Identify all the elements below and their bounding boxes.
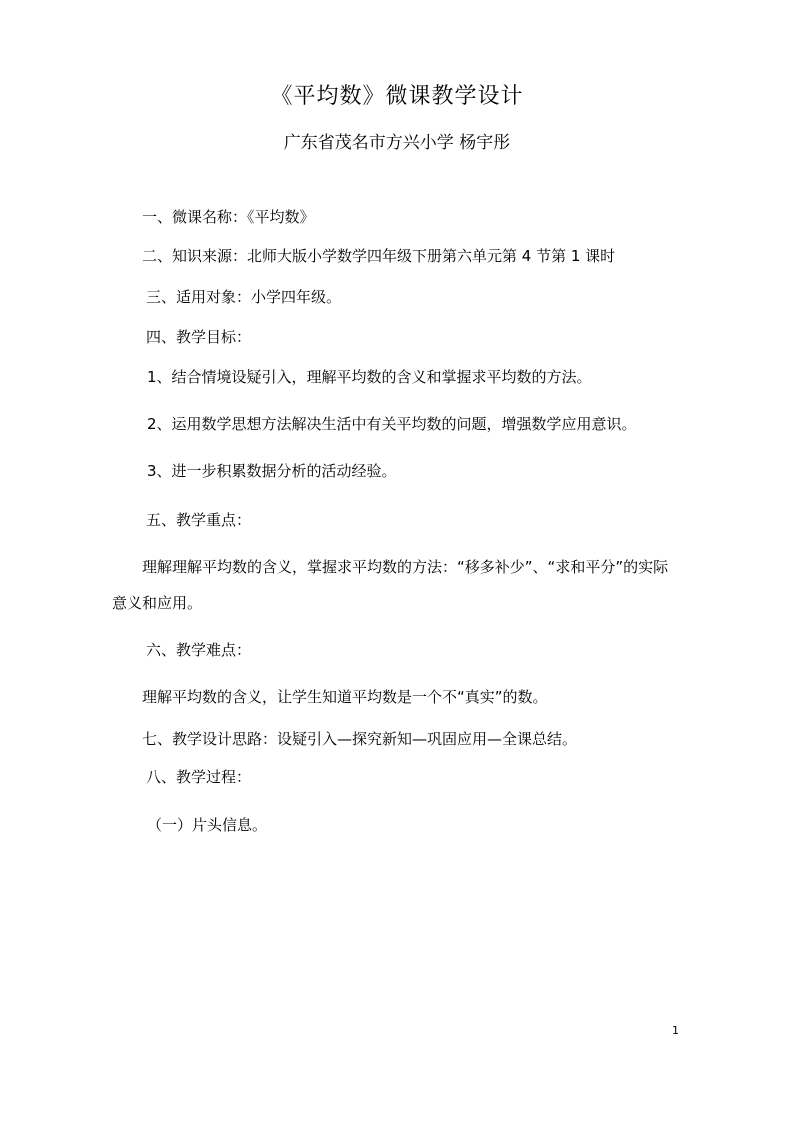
section-audience: 三、适用对象：小学四年级。 bbox=[146, 288, 342, 306]
difficulty-text: 理解平均数的含义，让学生知道平均数是一个不“真实”的数。 bbox=[142, 688, 548, 706]
page-number: 1 bbox=[672, 1024, 679, 1037]
document-author: 广东省茂名市方兴小学 杨宇彤 bbox=[283, 133, 511, 153]
section-goals-heading: 四、教学目标： bbox=[146, 328, 252, 346]
goal-item-2: 2、运用数学思想方法解决生活中有关平均数的问题，增强数学应用意识。 bbox=[147, 415, 637, 433]
section-process-heading: 八、教学过程： bbox=[146, 768, 252, 786]
key-points-text: 理解理解平均数的含义，掌握求平均数的方法：“移多补少”、“求和平分”的实际意义和应用。 bbox=[112, 558, 669, 612]
section-key-points-heading: 五、教学重点： bbox=[146, 511, 252, 529]
section-design-idea: 七、教学设计思路：设疑引入—探究新知—巩固应用—全课总结。 bbox=[142, 730, 578, 748]
process-step-1: （一）片头信息。 bbox=[147, 816, 268, 834]
goal-item-1: 1、结合情境设疑引入，理解平均数的含义和掌握求平均数的方法。 bbox=[147, 368, 592, 386]
document-title: 《平均数》微课教学设计 bbox=[270, 84, 524, 109]
section-difficulty-heading: 六、教学难点： bbox=[146, 641, 252, 659]
section-knowledge-source: 二、知识来源：北师大版小学数学四年级下册第六单元第 4 节第 1 课时 bbox=[142, 247, 616, 265]
goal-item-3: 3、进一步积累数据分析的活动经验。 bbox=[147, 462, 397, 480]
section-course-name: 一、微课名称：《平均数》 bbox=[142, 208, 315, 226]
